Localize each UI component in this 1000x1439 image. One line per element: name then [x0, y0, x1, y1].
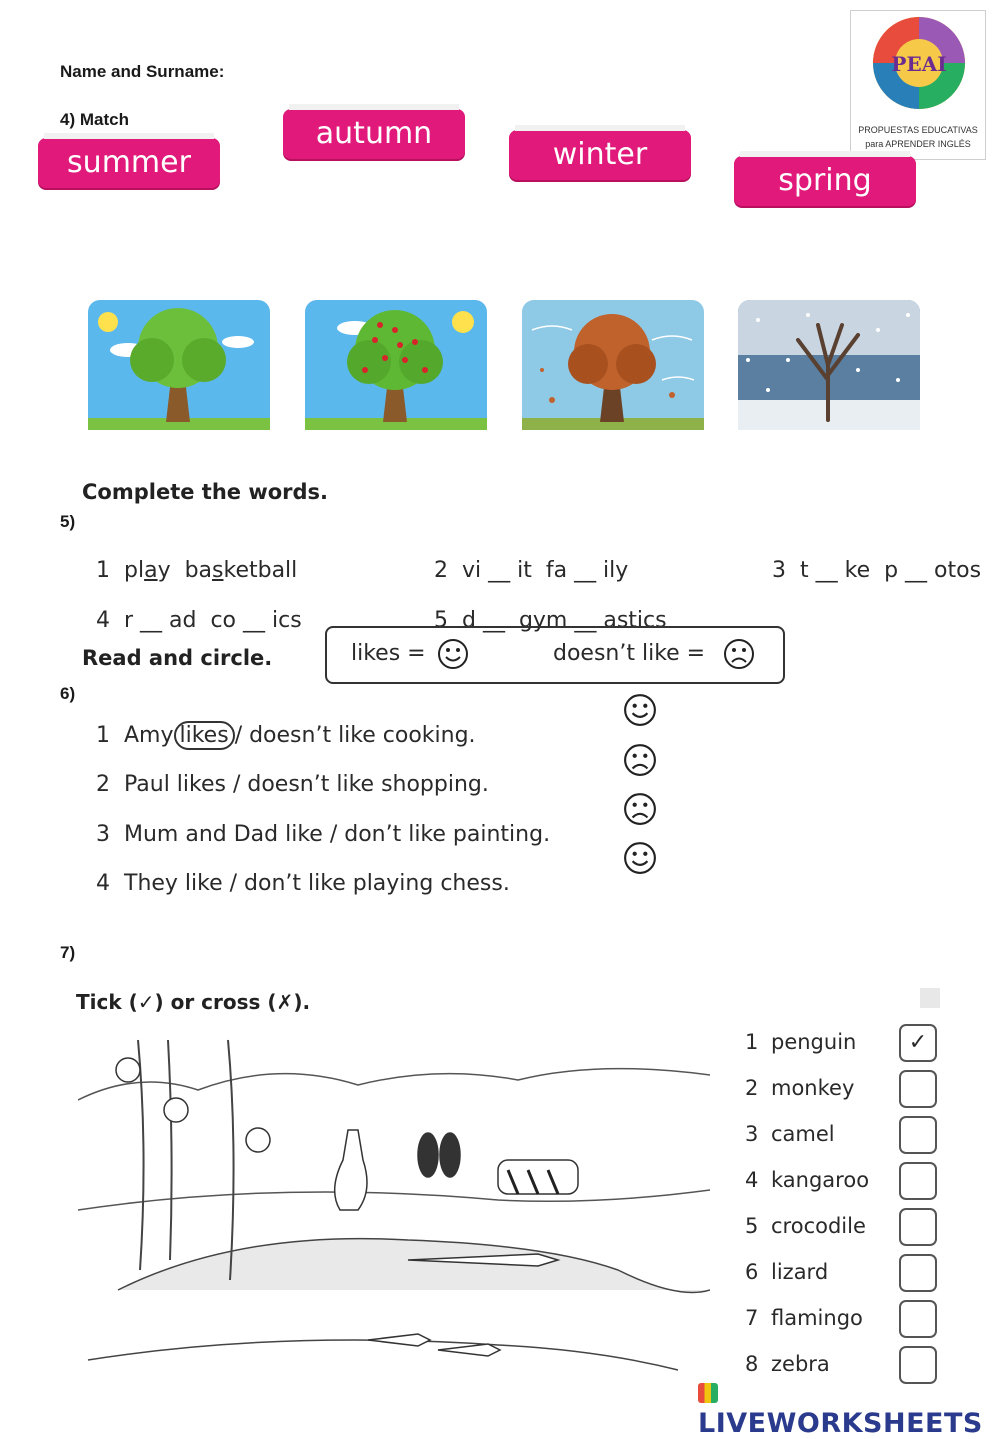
tick-box[interactable]: [899, 1254, 937, 1292]
tick-box[interactable]: [899, 1162, 937, 1200]
face-key-box: [325, 626, 785, 684]
item-number: 6: [745, 1260, 759, 1284]
animal-scene-illustration: [78, 1030, 710, 1395]
smiley-face-icon: [437, 638, 469, 670]
tree-green-sun-icon: [88, 300, 270, 430]
check-item-2: [745, 1070, 945, 1110]
word-part: ketball: [223, 558, 298, 583]
smiley-face-icon: [623, 841, 657, 875]
tick-box[interactable]: [899, 1116, 937, 1154]
word-part: pl: [124, 558, 145, 583]
animal-word: camel: [771, 1122, 835, 1146]
section7-heading: Tick (✓) or cross (✗).: [76, 990, 311, 1014]
word-tag-summer[interactable]: summer: [38, 138, 220, 188]
section5-heading: Complete the words.: [82, 480, 329, 504]
item-number: 4: [745, 1168, 759, 1192]
complete-item-4[interactable]: [82, 583, 302, 633]
tree-snow-icon: [738, 300, 920, 430]
item-number: 7: [745, 1306, 759, 1330]
sentence[interactable]: Paul likes / doesn’t like shopping.: [124, 772, 489, 797]
item-number: 4: [96, 608, 110, 633]
word-blanks[interactable]: vi __ it fa __ ily: [462, 558, 629, 583]
check-item-4: [745, 1162, 945, 1202]
sentence[interactable]: They like / don’t like playing chess.: [124, 871, 510, 896]
zoo-scene-icon: [78, 1030, 710, 1395]
check-item-5: [745, 1208, 945, 1248]
circle-item-1: [82, 698, 476, 748]
sentence-rest[interactable]: / doesn’t like cooking.: [234, 723, 476, 748]
word-blanks[interactable]: d __ gym __ astics: [462, 608, 667, 633]
sad-face-icon: [623, 743, 657, 777]
circle-item-2[interactable]: [82, 747, 489, 797]
subject: Amy: [124, 723, 174, 748]
item-number: 8: [745, 1352, 759, 1376]
sad-face-icon: [623, 792, 657, 826]
animal-word: flamingo: [771, 1306, 863, 1330]
word-blanks[interactable]: t __ ke p __ otos: [800, 558, 982, 583]
item-number: 1: [745, 1030, 759, 1054]
name-surname-label: Name and Surname:: [60, 62, 225, 81]
key-doesnt-like: doesn’t like =: [553, 641, 706, 666]
item-number: 5: [745, 1214, 759, 1238]
logo-mark: PEAI: [891, 52, 947, 76]
item-number: 3: [772, 558, 786, 583]
tick-box[interactable]: [899, 1070, 937, 1108]
section4-label: 4) Match: [60, 110, 129, 129]
decor-square: [920, 988, 940, 1008]
complete-item-2[interactable]: [420, 533, 628, 583]
brand-text: LIVEWORKSHEETS: [698, 1408, 983, 1439]
sentence[interactable]: Mum and Dad like / don’t like painting.: [124, 822, 551, 847]
item-number: 2: [96, 772, 110, 797]
tick-box[interactable]: ✓: [899, 1024, 937, 1062]
picture-winter-tree[interactable]: [738, 300, 920, 430]
circle-item-4[interactable]: [82, 846, 510, 896]
picture-summer-tree[interactable]: [88, 300, 270, 430]
check-item-3: [745, 1116, 945, 1156]
peai-logo: [850, 10, 986, 160]
key-likes: likes =: [351, 641, 426, 666]
tick-box[interactable]: [899, 1300, 937, 1338]
section5-number: 5): [60, 512, 76, 531]
animal-word: penguin: [771, 1030, 857, 1054]
picture-spring-tree[interactable]: [305, 300, 487, 430]
section7-number: 7): [60, 943, 76, 962]
logo-line2: para APRENDER INGLÉS: [865, 139, 971, 149]
animal-word: lizard: [771, 1260, 829, 1284]
animal-word: kangaroo: [771, 1168, 870, 1192]
smiley-face-icon: [623, 693, 657, 727]
item-number: 3: [96, 822, 110, 847]
word-tag-spring[interactable]: spring: [734, 156, 916, 206]
picture-autumn-tree[interactable]: [522, 300, 704, 430]
tree-autumn-wind-icon: [522, 300, 704, 430]
item-number: 4: [96, 871, 110, 896]
complete-item-1: [82, 533, 297, 583]
logo-line1: PROPUESTAS EDUCATIVAS: [858, 125, 978, 135]
item-number: 1: [96, 723, 110, 748]
liveworksheets-brand[interactable]: [698, 1377, 1000, 1439]
circle-item-3[interactable]: [82, 797, 550, 847]
tree-apples-sun-icon: [305, 300, 487, 430]
animal-word: crocodile: [771, 1214, 866, 1238]
item-number: 5: [434, 608, 448, 633]
check-item-7: [745, 1300, 945, 1340]
check-item-6: [745, 1254, 945, 1294]
section6-number: 6): [60, 684, 76, 703]
check-item-1: [745, 1024, 945, 1064]
circled-choice[interactable]: likes: [174, 721, 235, 750]
logo-graphic: [851, 11, 985, 123]
item-number: 1: [96, 558, 110, 583]
tick-box[interactable]: [899, 1208, 937, 1246]
word-blanks[interactable]: r __ ad co __ ics: [124, 608, 302, 633]
answer-fill[interactable]: s: [212, 558, 224, 583]
item-number: 2: [434, 558, 448, 583]
animal-word: zebra: [771, 1352, 830, 1376]
answer-fill[interactable]: a: [144, 558, 158, 583]
sad-face-icon: [723, 638, 755, 670]
complete-item-3[interactable]: [758, 533, 981, 583]
word-tag-winter[interactable]: winter: [509, 130, 691, 180]
item-number: 3: [745, 1122, 759, 1146]
brand-logo-icon: [698, 1383, 718, 1403]
animal-word: monkey: [771, 1076, 855, 1100]
word-part: y ba: [157, 558, 213, 583]
word-tag-autumn[interactable]: autumn: [283, 109, 465, 159]
item-number: 2: [745, 1076, 759, 1100]
section6-heading: Read and circle.: [82, 646, 273, 670]
